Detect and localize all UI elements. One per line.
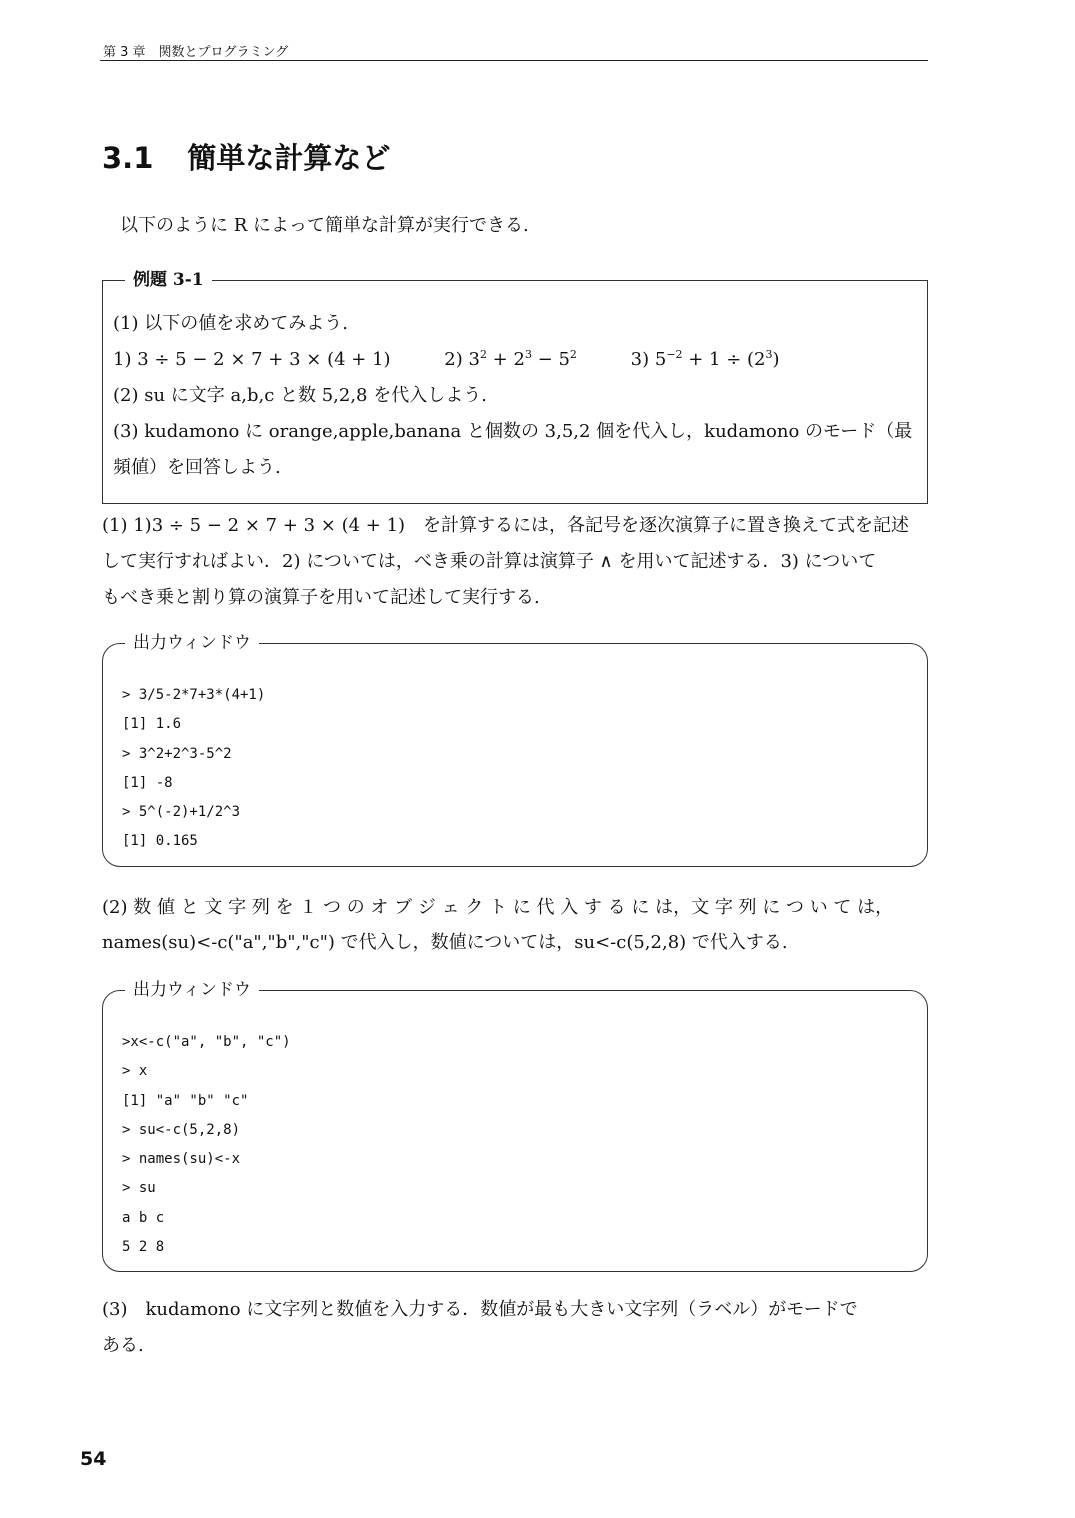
code-line: [1] 0.165 [122, 833, 198, 850]
formula-2: 2) $3^2 + 2^3 - 5^2$ [444, 348, 577, 370]
output-window-title: 出力ウィンドウ [125, 631, 259, 655]
header-rule [100, 60, 928, 61]
intro-paragraph: 以下のように R によって簡単な計算が実行できる. [120, 215, 529, 236]
example-line: (3) kudamono に orange,apple,banana と個数の 3,5,2 個を代入し，kudamono のモード（最 [113, 421, 913, 442]
paragraph-1-line: (1) 1)3 ÷ 5 − 2 × 7 + 3 × (4 + 1) を計算するには，各記号を逐次演算子に置き換えて式を記述 [102, 515, 910, 536]
paragraph-1-line: もべき乗と割り算の演算子を用いて記述して実行する. [102, 587, 540, 608]
code-line: [1] 1.6 [122, 716, 182, 733]
section-heading [102, 136, 390, 177]
code-line: > x [122, 1063, 148, 1080]
code-line: [1] -8 [122, 774, 173, 791]
example-line: (1) 以下の値を求めてみよう. [113, 313, 348, 334]
formula-1: 1) 3 ÷ 5 − 2 × 7 + 3 × (4 + 1) [113, 349, 391, 370]
code-line: > su<-c(5,2,8) [122, 1121, 241, 1138]
code-line: >x<-c("a", "b", "c") [122, 1034, 291, 1050]
example-line: (2) su に文字 a,b,c と数 5,2,8 を代入しよう. [113, 385, 487, 406]
output-window-2 [102, 980, 928, 1272]
code-block [122, 1028, 291, 1262]
code-line: > 3/5-2*7+3*(4+1) [122, 687, 266, 703]
code-line: > 3^2+2^3-5^2 [122, 745, 232, 762]
section-title: 簡単な計算など [187, 141, 391, 175]
paragraph-1-line: して実行すればよい．2) については，べき乗の計算は演算子 ∧ を用いて記述する．3) について [102, 551, 877, 572]
code-line: a b c [122, 1209, 165, 1226]
code-line: > 5^(-2)+1/2^3 [122, 804, 241, 821]
page-number: 54 [80, 1448, 107, 1470]
output-window-title: 出力ウィンドウ [125, 978, 259, 1002]
code-line: 5 2 8 [122, 1239, 165, 1256]
formula-3: 3) $5^{-2} + 1 \div (2^3)$ [630, 348, 780, 370]
example-box [102, 270, 928, 504]
example-title: 例題 3-1 [125, 268, 212, 292]
section-number: 3.1 [102, 141, 154, 175]
code-line: [1] "a" "b" "c" [122, 1092, 249, 1109]
code-line: > names(su)<-x [122, 1151, 241, 1168]
paragraph-3-line: ある. [102, 1335, 144, 1356]
paragraph-2-line: (2) 数 値 と 文 字 列 を １ つ の オ ブ ジ ェ ク ト に 代 入 す る に は，文 字 列 に つ い て は， [102, 897, 894, 918]
code-block [122, 681, 265, 857]
example-formulas [113, 342, 780, 378]
paragraph-3-line: (3) kudamono に文字列と数値を入力する．数値が最も大きい文字列（ラベル）がモードで [102, 1299, 858, 1320]
example-line: 頻値）を回答しよう. [113, 457, 281, 478]
output-window-1 [102, 633, 928, 867]
running-header: 第 3 章 関数とプログラミング [103, 45, 289, 60]
paragraph-2-line: names(su)<-c("a","b","c") で代入し，数値については，su<-c(5,2,8) で代入する. [102, 932, 788, 953]
code-line: > su [122, 1180, 156, 1197]
